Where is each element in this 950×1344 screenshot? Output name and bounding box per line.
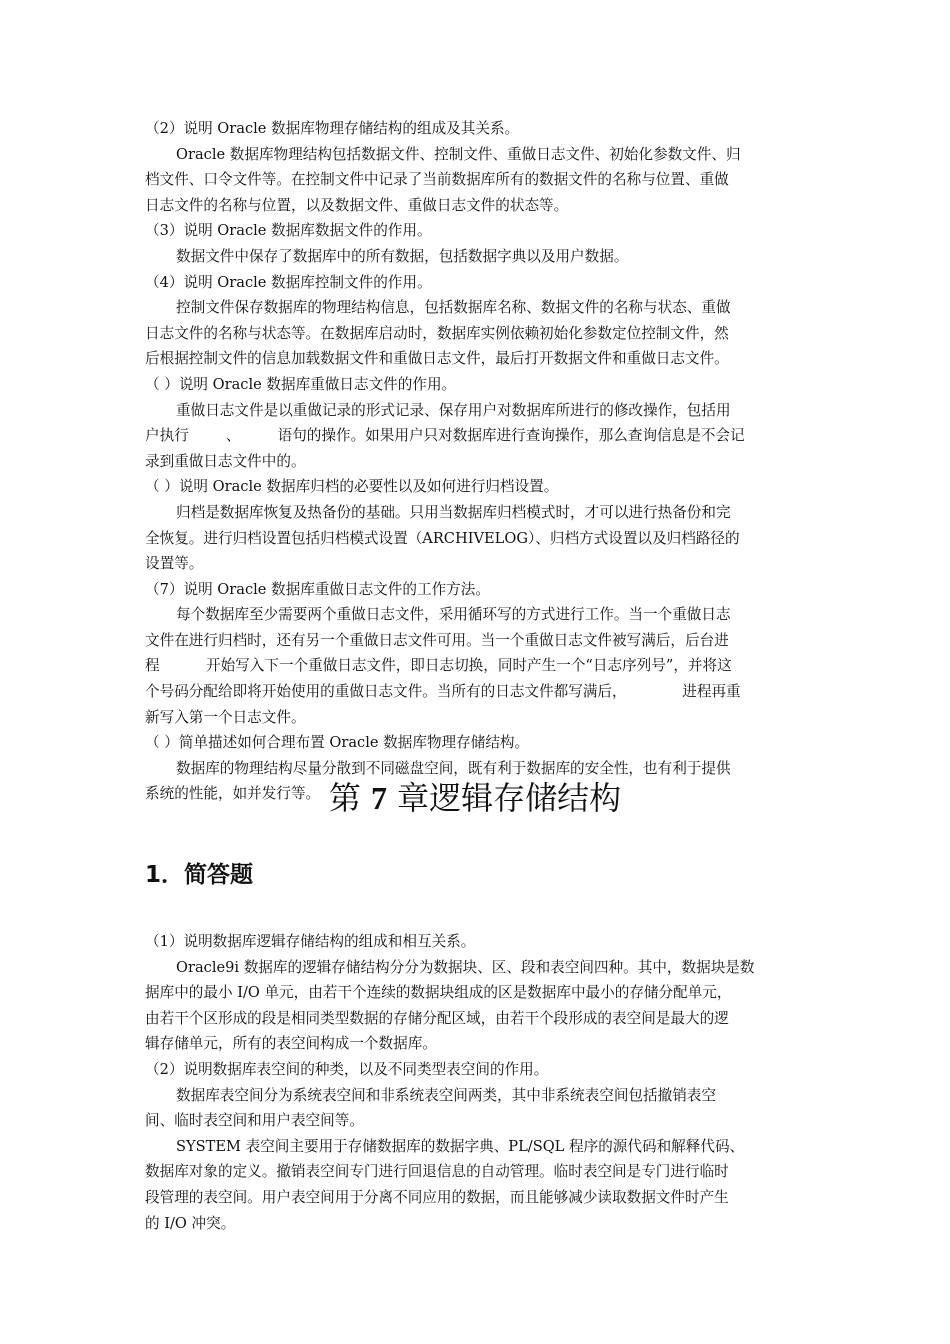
answer-2c-line-2: 数据库对象的定义。撤销表空间专门进行回退信息的自动管理。临时表空间是专门进行临时 [145, 1163, 729, 1181]
answer-2b-line-1: 数据库表空间分为系统表空间和非系统表空间两类，其中非系统表空间包括撤销表空 [176, 1086, 716, 1104]
answer-2c-line-3: 段管理的表空间。用户表空间用于分离不同应用的数据，而且能够减少读取数据文件时产生 [145, 1188, 729, 1206]
question-4: （4）说明 Oracle 数据库控制文件的作用。 [145, 273, 432, 291]
answer-4-line-3: 后根据控制文件的信息加载数据文件和重做日志文件，最后打开数据文件和重做日志文件。 [145, 350, 729, 368]
answer-7-line-3: 程 开始写入下一个重做日志文件，即日志切换，同时产生一个“日志序列号”，并将这 [145, 657, 732, 675]
answer-7-line-2: 文件在进行归档时，还有另一个重做日志文件可用。当一个重做日志文件被写满后，后台进 [145, 631, 729, 649]
answer-6-line-1: 归档是数据库恢复及热备份的基础。只用当数据库归档模式时，才可以进行热备份和完 [176, 503, 731, 521]
answer-5-line-1: 重做日志文件是以重做记录的形式记录、保存用户对数据库所进行的修改操作，包括用 [176, 401, 731, 419]
answer-4-line-2: 日志文件的名称与状态等。在数据库启动时，数据库实例依赖初始化参数定位控制文件，然 [145, 324, 729, 342]
chapter-title-text: 章逻辑存储结构 [387, 779, 622, 817]
answer-1-line-3: 由若干个区形成的段是相同类型数据的存储分配区域，由若干个段形成的表空间是最大的逻 [145, 1009, 729, 1027]
answer-3-line-1: 数据文件中保存了数据库中的所有数据，包括数据字典以及用户数据。 [176, 247, 629, 265]
answer-2b-line-2: 间、临时表空间和用户表空间等。 [145, 1112, 364, 1130]
question-3: （3）说明 Oracle 数据库数据文件的作用。 [145, 222, 432, 240]
answer-2-line-1: Oracle 数据库物理结构包括数据文件、控制文件、重做日志文件、初始化参数文件、归 [176, 145, 741, 163]
chapter-prefix: 第 [328, 779, 371, 817]
answer-1-line-2: 据库中的最小 I/O 单元，由若干个连续的数据块组成的区是数据库中最小的存储分配单元， [145, 984, 732, 1002]
answer-8-line-2: 系统的性能，如并发行等。 [145, 785, 321, 803]
answer-5-line-3: 录到重做日志文件中的。 [145, 452, 306, 470]
question-6: （ ）说明 Oracle 数据库归档的必要性以及如何进行归档设置。 [145, 478, 559, 496]
answer-8-line-1: 数据库的物理结构尽量分散到不同磁盘空间，既有利于数据库的安全性，也有利于提供 [176, 759, 731, 777]
answer-5-line-2: 户执行 、 语句的操作。如果用户只对数据库进行查询操作，那么查询信息是不会记 [145, 427, 745, 445]
answer-1-line-4: 辑存储单元，所有的表空间构成一个数据库。 [145, 1035, 437, 1053]
question-8: （ ）简单描述如何合理布置 Oracle 数据库物理存储结构。 [145, 734, 530, 752]
question-2b: （2）说明数据库表空间的种类，以及不同类型表空间的作用。 [145, 1060, 549, 1078]
document-body-part1 [145, 116, 810, 807]
answer-6-line-3: 设置等。 [145, 555, 204, 573]
answer-4-line-1: 控制文件保存数据库的物理结构信息，包括数据库名称、数据文件的名称与状态、重做 [176, 299, 731, 317]
answer-2-line-3: 日志文件的名称与位置，以及数据文件、重做日志文件的状态等。 [145, 196, 569, 214]
question-2: （2）说明 Oracle 数据库物理存储结构的组成及其关系。 [145, 120, 520, 137]
answer-7-line-1: 每个数据库至少需要两个重做日志文件，采用循环写的方式进行工作。当一个重做日志 [176, 606, 731, 624]
question-1: （1）说明数据库逻辑存储结构的组成和相互关系。 [145, 933, 476, 950]
answer-2c-line-1: SYSTEM 表空间主要用于存储数据库的数据字典、PL/SQL 程序的源代码和解释代码、 [176, 1137, 745, 1155]
answer-7-line-4: 个号码分配给即将开始使用的重做日志文件。当所有的日志文件都写满后， 进程再重 [145, 683, 741, 701]
chapter-number: 7 [371, 780, 387, 816]
answer-2-line-2: 档文件、口令文件等。在控制文件中记录了当前数据库所有的数据文件的名称与位置、重做 [145, 171, 729, 189]
chapter-title [0, 775, 950, 821]
answer-7-line-5: 新写入第一个日志文件。 [145, 708, 306, 726]
answer-2c-line-4: 的 I/O 冲突。 [145, 1214, 236, 1232]
question-5: （ ）说明 Oracle 数据库重做日志文件的作用。 [145, 375, 457, 393]
question-7: （7）说明 Oracle 数据库重做日志文件的工作方法。 [145, 580, 490, 598]
answer-6-line-2: 全恢复。进行归档设置包括归档模式设置（ARCHIVELOG）、归档方式设置以及归档路径的 [145, 529, 740, 547]
document-body-part2 [145, 929, 810, 1236]
section-title: 1．简答题 [145, 862, 254, 888]
answer-1-line-1: Oracle9i 数据库的逻辑存储结构分分为数据块、区、段和表空间四种。其中，数据块是数 [176, 958, 755, 976]
